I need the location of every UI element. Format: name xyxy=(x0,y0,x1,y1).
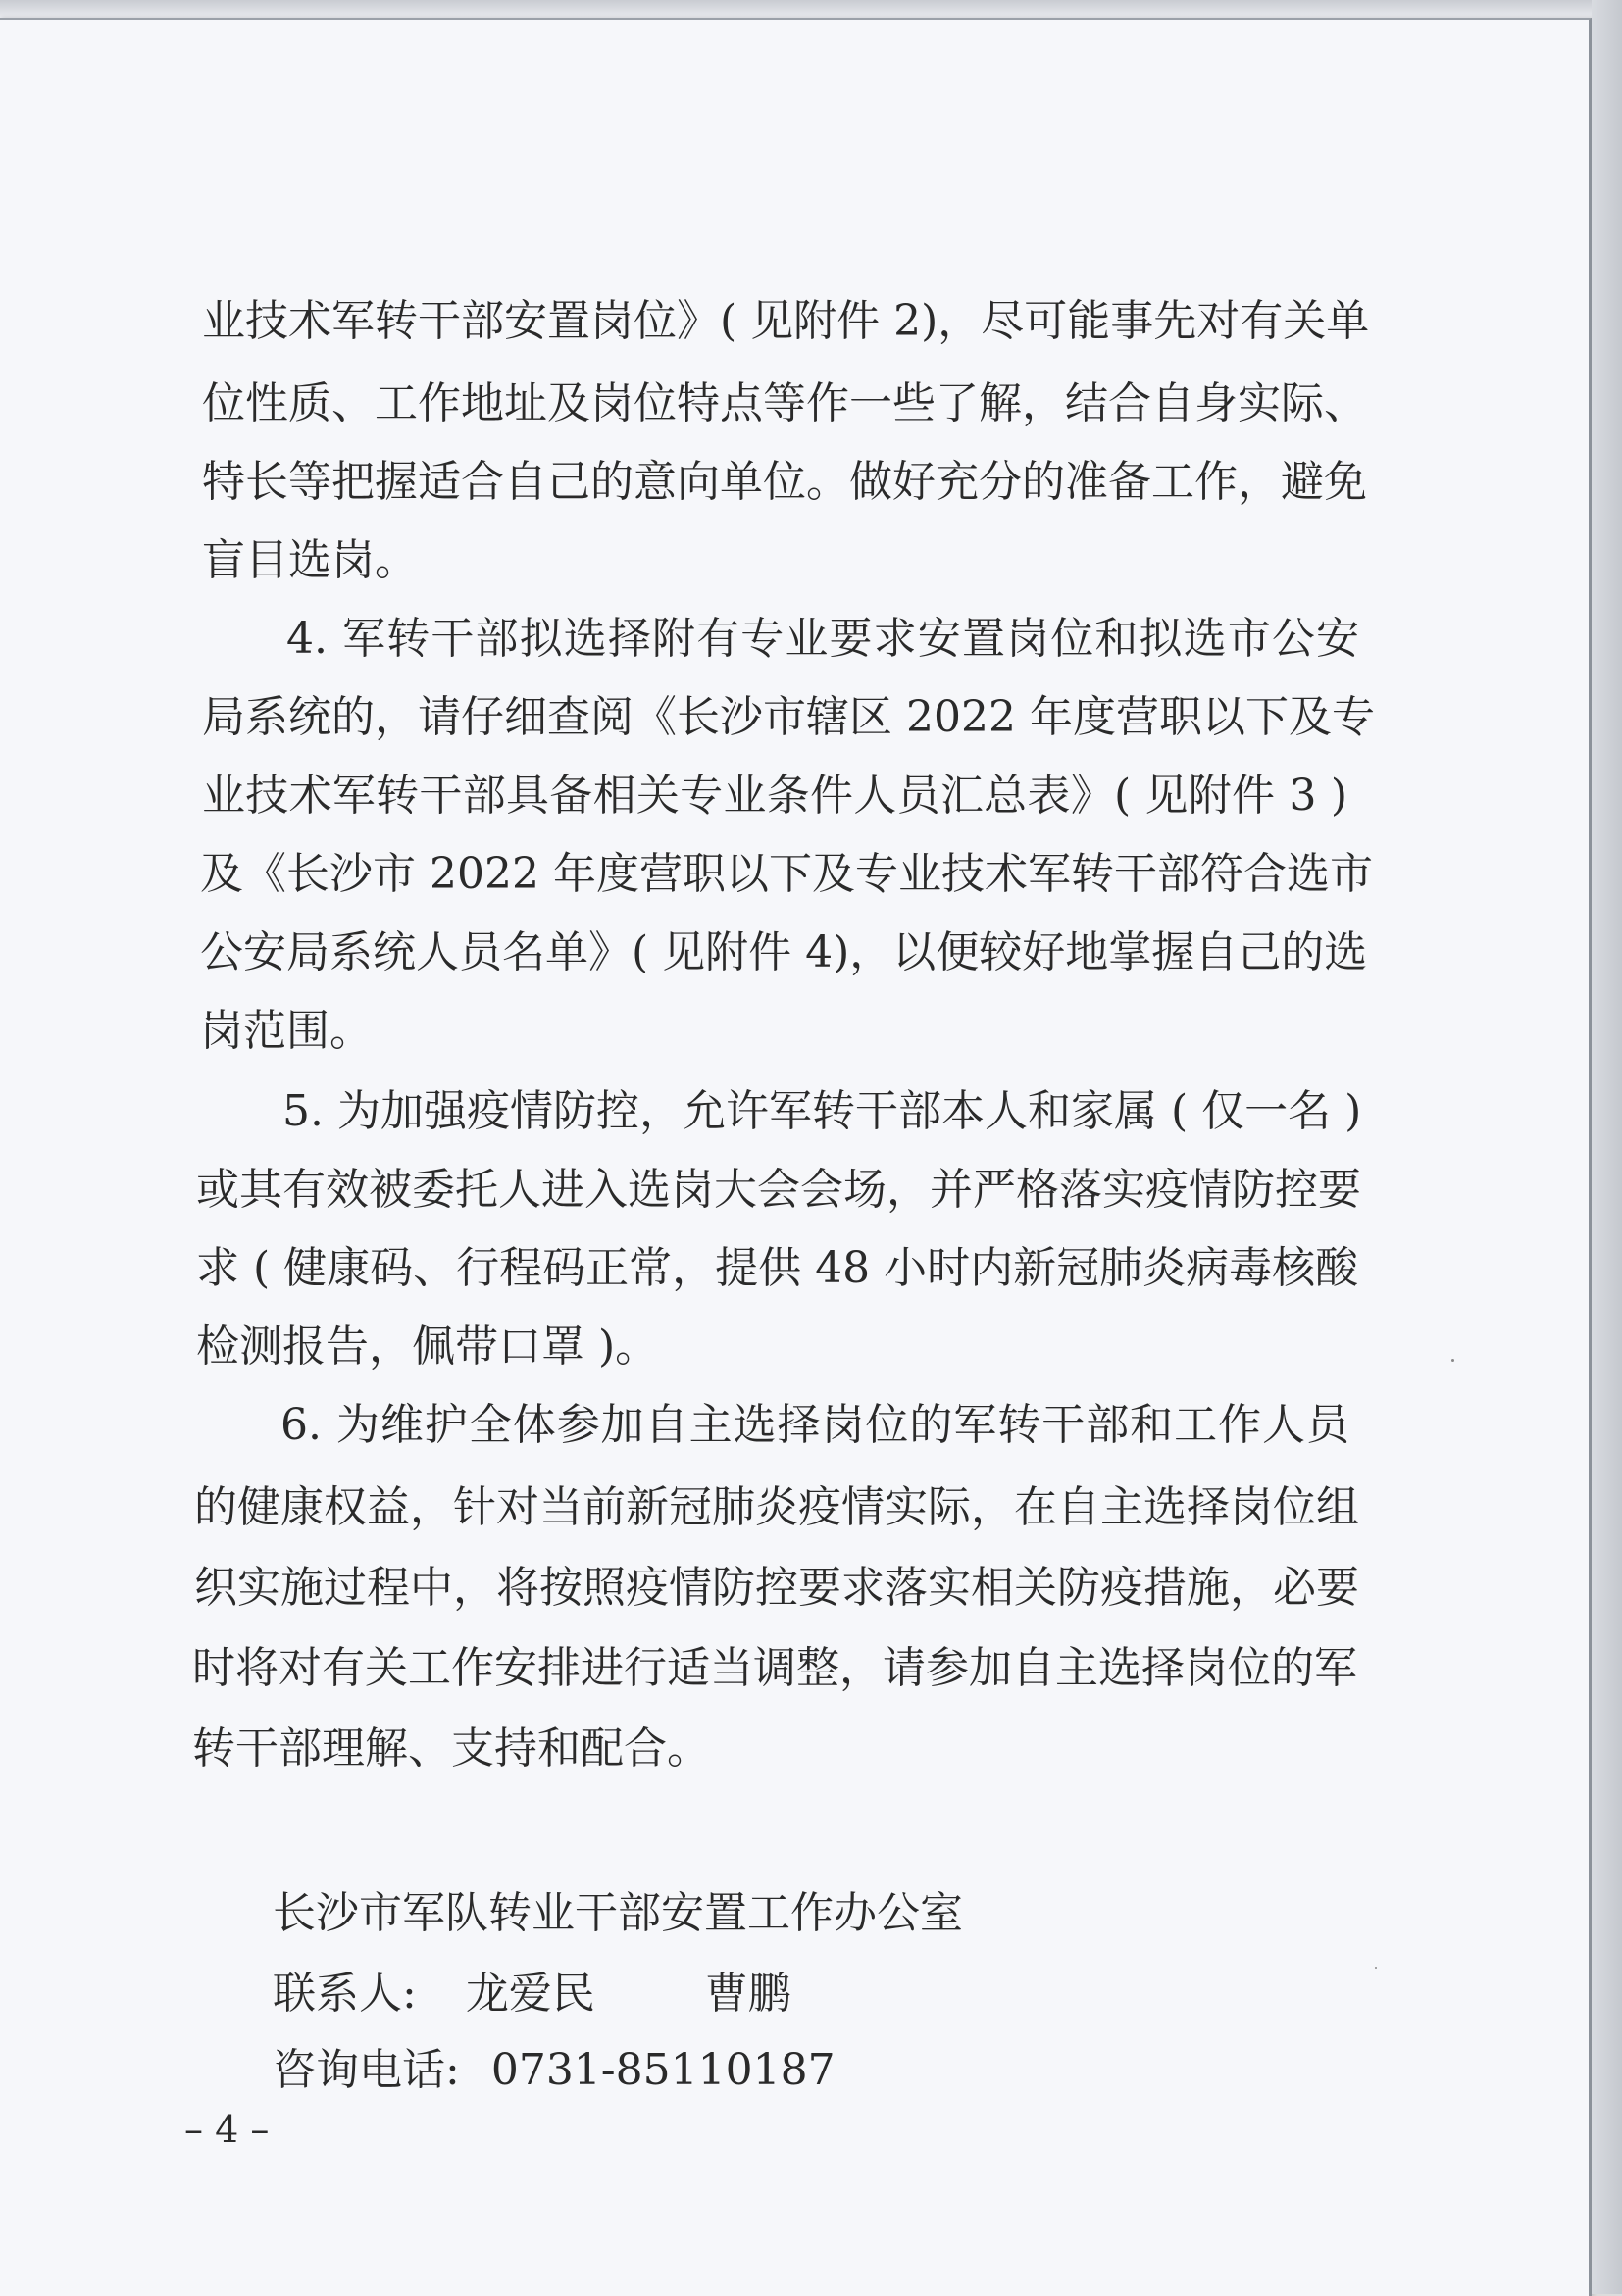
body-line: 盲目选岗。 xyxy=(202,535,418,585)
body-line: 检测报告，佩带口罩 )。 xyxy=(196,1322,659,1372)
scan-speck xyxy=(1451,1359,1454,1362)
body-line: 求 ( 健康码、行程码正常，提供 48 小时内新冠肺炎病毒核酸 xyxy=(196,1243,1359,1293)
body-line: 转干部理解、支持和配合。 xyxy=(192,1723,710,1773)
scanner-top-edge xyxy=(0,0,1622,18)
body-line: 5. 为加强疫情防控，允许军转干部本人和家属 ( 仅一名 ) xyxy=(282,1086,1362,1136)
body-line: 的健康权益，针对当前新冠肺炎疫情实际，在自主选择岗位组 xyxy=(194,1482,1359,1532)
body-line: 时将对有关工作安排进行适当调整，请参加自主选择岗位的军 xyxy=(192,1643,1357,1693)
body-line: 局系统的，请仔细查阅《长沙市辖区 2022 年度营职以下及专 xyxy=(202,692,1375,742)
phone-label: 咨询电话: xyxy=(273,2045,460,2095)
contact-names: 龙爱民 曹鹏 xyxy=(465,1969,791,2019)
body-line: 织实施过程中，将按照疫情防控要求落实相关防疫措施，必要 xyxy=(194,1563,1359,1613)
page-number: – 4 – xyxy=(184,2108,270,2151)
body-line: 岗范围。 xyxy=(200,1006,373,1056)
body-line: 公安局系统人员名单》( 见附件 4)，以便较好地掌握自己的选 xyxy=(200,927,1368,977)
body-line: 位性质、工作地址及岗位特点等作一些了解，结合自身实际、 xyxy=(202,378,1367,428)
phone-number: 0731-85110187 xyxy=(490,2045,836,2095)
scan-speck xyxy=(1375,1967,1377,1969)
body-line: 6. 为维护全体参加自主选择岗位的军转干部和工作人员 xyxy=(280,1400,1349,1450)
document-page xyxy=(0,18,1592,2296)
body-line: 或其有效被委托人进入选岗大会会场，并严格落实疫情防控要 xyxy=(196,1165,1361,1215)
body-line: 及《长沙市 2022 年度营职以下及专业技术军转干部符合选市 xyxy=(200,849,1373,899)
issuing-office: 长沙市军队转业干部安置工作办公室 xyxy=(273,1888,963,1938)
body-line: 业技术军转干部安置岗位》( 见附件 2)，尽可能事先对有关单 xyxy=(202,296,1370,346)
scanner-right-edge xyxy=(1592,0,1622,2294)
body-line: 业技术军转干部具备相关专业条件人员汇总表》( 见附件 3 ) xyxy=(202,771,1347,821)
contact-phone xyxy=(273,2043,836,2098)
body-line: 特长等把握适合自己的意向单位。做好充分的准备工作，避免 xyxy=(202,457,1367,507)
contact-person xyxy=(273,1967,791,2021)
contact-label: 联系人: xyxy=(273,1969,417,2019)
body-line: 4. 军转干部拟选择附有专业要求安置岗位和拟选市公安 xyxy=(286,614,1359,664)
